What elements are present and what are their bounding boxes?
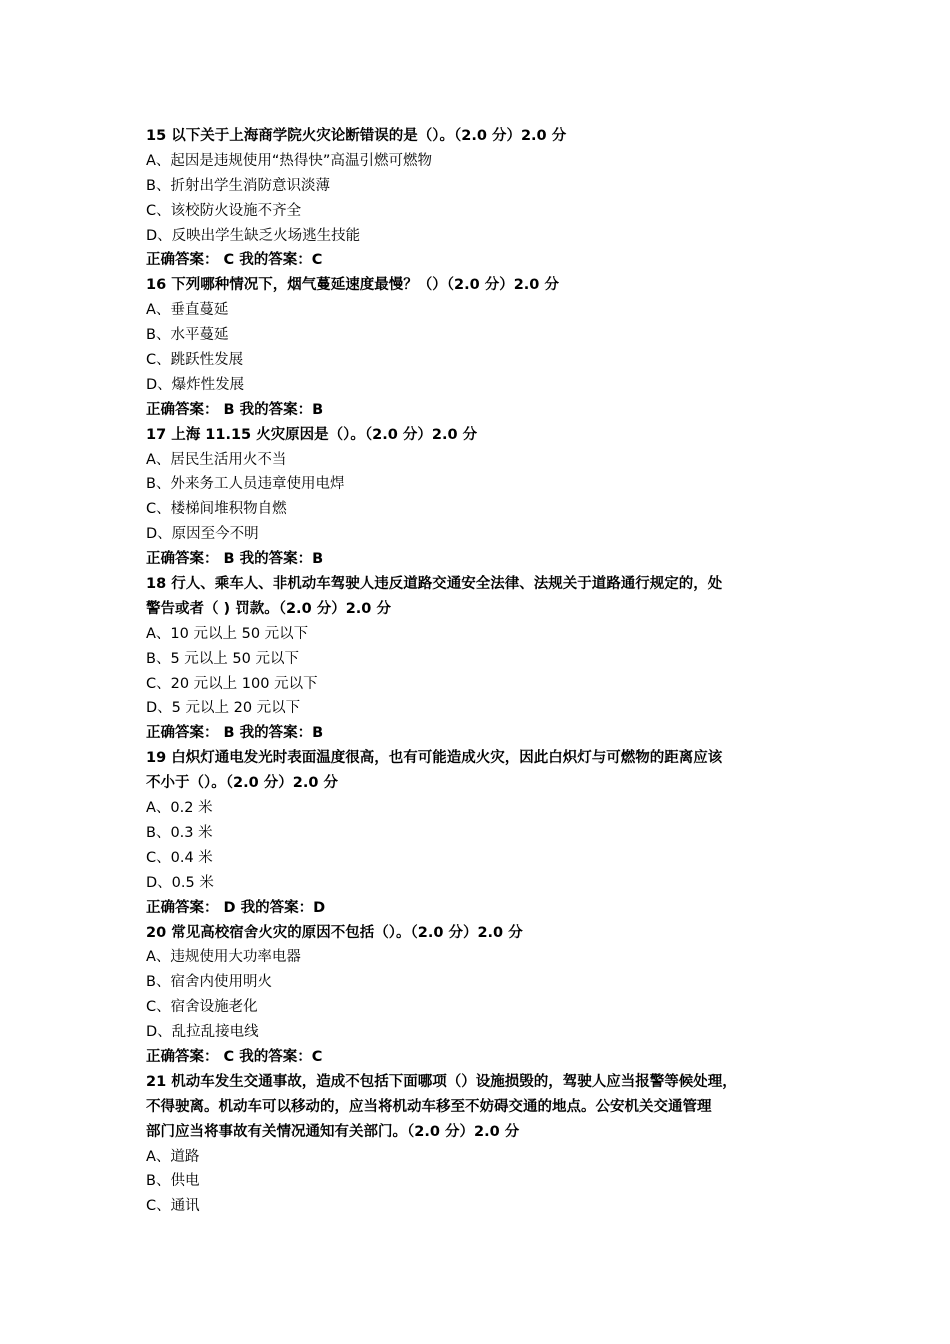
question-text: 18 行人、乘车人、非机动车驾驶人违反道路交通安全法律、法规关于道路通行规定的，处: [146, 576, 723, 593]
answer-line: 正确答案： B 我的答案：B: [146, 401, 324, 418]
option-d: D、乱拉乱接电线: [146, 1024, 259, 1041]
question-block: [146, 273, 826, 422]
question-block: [146, 1070, 826, 1219]
option-a: A、居民生活用火不当: [146, 451, 287, 468]
option-b: B、折射出学生消防意识淡薄: [146, 177, 330, 194]
answer-line: 正确答案： B 我的答案：B: [146, 551, 324, 568]
option-d: D、反映出学生缺乏火场逃生技能: [146, 227, 361, 244]
option-c: C、20 元以上 100 元以下: [146, 675, 318, 692]
option-a: A、起因是违规使用“热得快”高温引燃可燃物: [146, 152, 432, 169]
option-c: C、跳跃性发展: [146, 352, 244, 369]
option-a: A、道路: [146, 1148, 200, 1165]
option-a: A、0.2 米: [146, 800, 213, 817]
answer-line: 正确答案： C 我的答案：C: [146, 252, 323, 269]
option-d: D、0.5 米: [146, 874, 214, 891]
option-b: B、外来务工人员违章使用电焊: [146, 476, 345, 493]
option-c: C、楼梯间堆积物自燃: [146, 501, 287, 518]
option-b: B、水平蔓延: [146, 327, 229, 344]
question-text: 21 机动车发生交通事故，造成不包括下面哪项（）设施损毁的，驾驶人应当报警等候处理，: [146, 1073, 737, 1090]
option-c: C、通讯: [146, 1198, 200, 1215]
question-text: 20 常见高校宿舍火灾的原因不包括（）。（2.0 分）2.0 分: [146, 924, 523, 941]
question-text: 16 下列哪种情况下，烟气蔓延速度最慢？（）（2.0 分）2.0 分: [146, 277, 559, 294]
option-b: B、宿舍内使用明火: [146, 974, 272, 991]
question-text: 19 白炽灯通电发光时表面温度很高，也有可能造成火灾，因此白炽灯与可燃物的距离应该: [146, 750, 723, 767]
question-text: 15 以下关于上海商学院火灾论断错误的是（）。（2.0 分）2.0 分: [146, 128, 567, 144]
answer-line: 正确答案： C 我的答案：C: [146, 1048, 323, 1065]
option-a: A、10 元以上 50 元以下: [146, 625, 309, 642]
option-a: A、垂直蔓延: [146, 302, 229, 319]
option-d: D、5 元以上 20 元以下: [146, 700, 301, 717]
question-block: [146, 572, 826, 746]
question-block: [146, 423, 826, 572]
option-c: C、该校防火设施不齐全: [146, 202, 302, 219]
question-text-continued: 警告或者（ ) 罚款。（2.0 分）2.0 分: [146, 600, 391, 617]
option-a: A、违规使用大功率电器: [146, 949, 301, 966]
document-page: [146, 124, 826, 1219]
option-b: B、供电: [146, 1173, 200, 1190]
question-block: [146, 921, 826, 1070]
answer-line: 正确答案： D 我的答案：D: [146, 899, 326, 916]
question-text-continued: 不小于（）。（2.0 分）2.0 分: [146, 775, 338, 792]
question-text-continued: 部门应当将事故有关情况通知有关部门。（2.0 分）2.0 分: [146, 1123, 520, 1140]
question-text: 17 上海 11.15 火灾原因是（）。（2.0 分）2.0 分: [146, 426, 478, 443]
option-c: C、宿舍设施老化: [146, 999, 258, 1016]
option-d: D、原因至今不明: [146, 526, 259, 543]
question-block: [146, 746, 826, 920]
option-c: C、0.4 米: [146, 849, 213, 866]
question-block: [146, 124, 826, 273]
answer-line: 正确答案： B 我的答案：B: [146, 725, 324, 742]
question-text-continued: 不得驶离。机动车可以移动的，应当将机动车移至不妨碍交通的地点。公安机关交通管理: [146, 1098, 712, 1115]
option-b: B、5 元以上 50 元以下: [146, 650, 299, 667]
option-b: B、0.3 米: [146, 824, 213, 841]
option-d: D、爆炸性发展: [146, 376, 245, 393]
